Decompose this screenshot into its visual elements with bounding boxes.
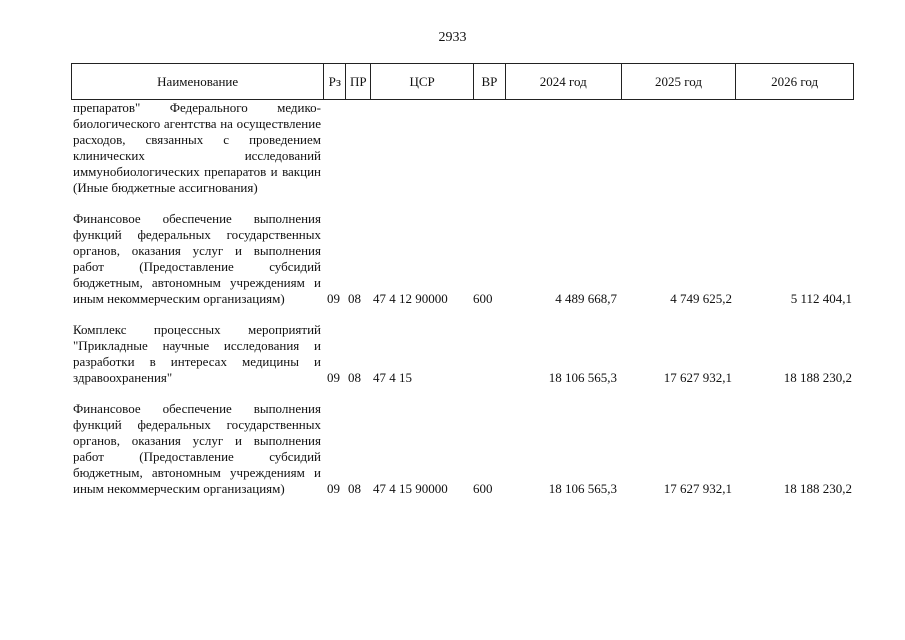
row-2025: 17 627 932,1 — [663, 481, 732, 496]
table-row — [73, 100, 854, 196]
row-csr: 47 4 15 — [373, 370, 412, 385]
table-row — [73, 322, 854, 386]
row-2025: 4 749 625,2 — [670, 291, 732, 306]
row-pr: 08 — [348, 291, 361, 306]
header-2026: 2026 год — [735, 64, 853, 99]
row-vr: 600 — [473, 481, 493, 496]
row-rz: 09 — [327, 291, 340, 306]
header-pr: ПР — [345, 64, 370, 99]
table-header — [71, 63, 854, 100]
header-2024: 2024 год — [505, 64, 621, 99]
header-2025: 2025 год — [621, 64, 736, 99]
header-csr: ЦСР — [370, 64, 473, 99]
row-name: Финансовое обеспечение выполнения функций федеральных государственных органов, оказания услуг и выполнения работ (Предоставление субсидий бюджетным, автономным учреждениям и иным некоммерческим организациям) — [73, 211, 321, 306]
row-2026: 18 188 230,2 — [783, 370, 852, 385]
row-2026: 5 112 404,1 — [790, 291, 852, 306]
row-rz: 09 — [327, 370, 340, 385]
row-2024: 4 489 668,7 — [555, 291, 617, 306]
table-row — [73, 211, 854, 307]
row-name: Комплекс процессных мероприятий "Прикладные научные исследования и разработки в интересах медицины и здравоохранения" — [73, 322, 321, 385]
row-pr: 08 — [348, 481, 361, 496]
row-vr: 600 — [473, 291, 493, 306]
header-vr: ВР — [473, 64, 505, 99]
page-number: 2933 — [438, 30, 467, 45]
table-body — [73, 100, 854, 512]
row-rz: 09 — [327, 481, 340, 496]
table-row — [73, 401, 854, 497]
row-2024: 18 106 565,3 — [548, 370, 617, 385]
row-csr: 47 4 12 90000 — [373, 291, 448, 306]
row-name: препаратов" Федерального медико-биологического агентства на осуществление расходов, связанных с проведением клинических исследований иммунобиологических препаратов и вакцин (Иные бюджетные ассигнования) — [73, 100, 321, 195]
row-name: Финансовое обеспечение выполнения функций федеральных государственных органов, оказания услуг и выполнения работ (Предоставление субсидий бюджетным, автономным учреждениям и иным некоммерческим организациям) — [73, 401, 321, 496]
row-pr: 08 — [348, 370, 361, 385]
row-csr: 47 4 15 90000 — [373, 481, 448, 496]
row-2024: 18 106 565,3 — [548, 481, 617, 496]
row-2025: 17 627 932,1 — [663, 370, 732, 385]
header-rz: Рз — [323, 64, 345, 99]
header-name: Наименование — [157, 73, 239, 89]
row-2026: 18 188 230,2 — [783, 481, 852, 496]
